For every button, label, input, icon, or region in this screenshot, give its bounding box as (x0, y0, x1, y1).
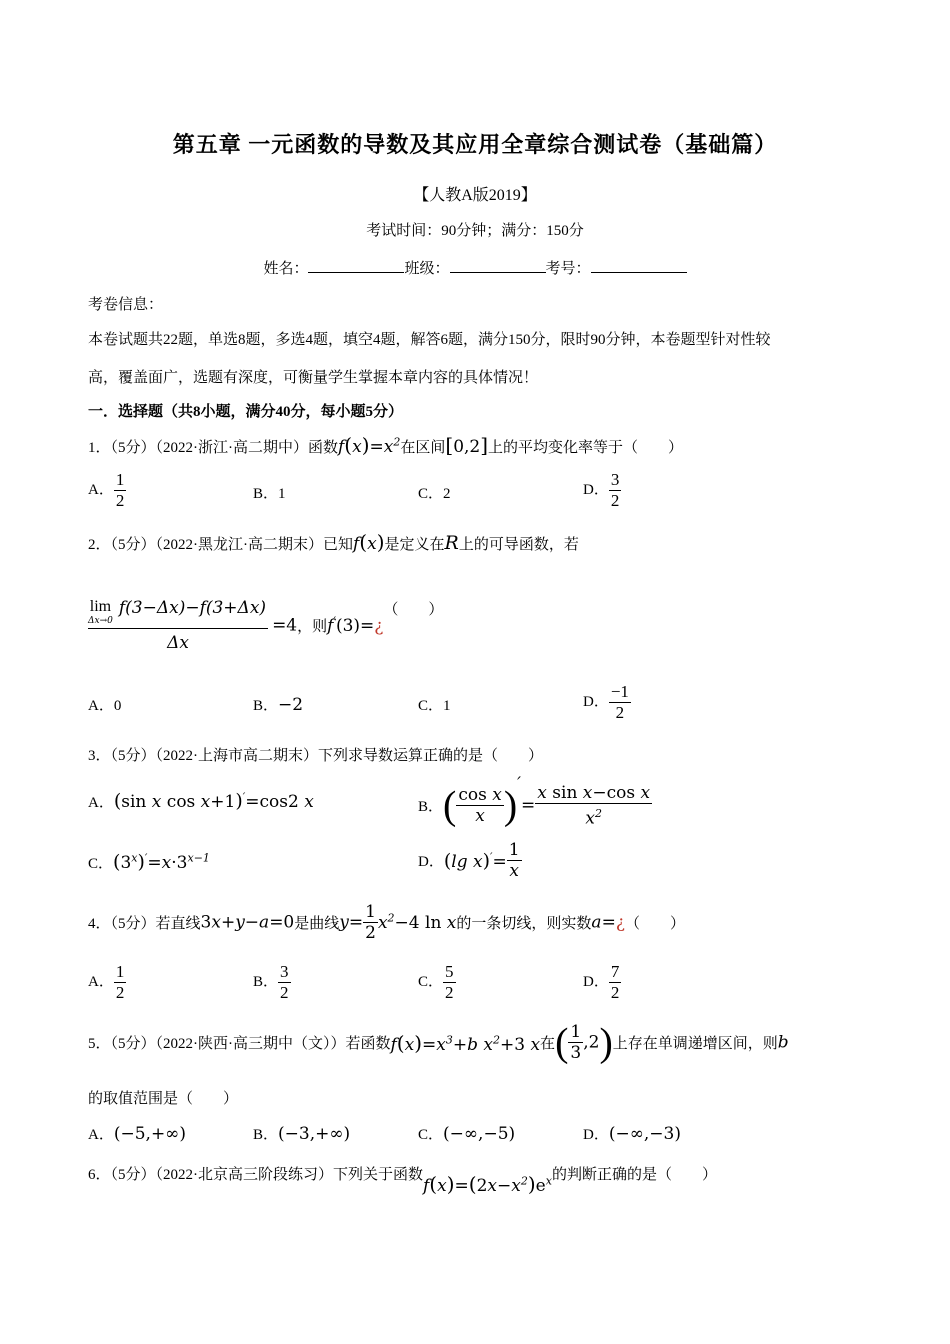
q1-option-d[interactable]: D． $\frac{3}{2}$ (583, 470, 620, 510)
q3-option-a[interactable]: A．(sin x cos x+1)′=cos2 x (88, 790, 314, 812)
q2-option-a[interactable]: A．0 (88, 698, 122, 714)
q1-option-b[interactable]: B．1 (253, 486, 286, 502)
q1-option-a[interactable]: A． $\frac{1}{2}$ (88, 470, 125, 510)
question-3: 3．（5分）（2022·上海市高二期末）下列求导数运算正确的是（ ） (88, 748, 543, 764)
info-line-2: 高，覆盖面广，选题有深度，可衡量学生掌握本章内容的具体情况！ (88, 370, 539, 386)
class-field[interactable] (450, 256, 546, 273)
question-1: 1．（5分）（2022·浙江·高二期中）函数$f(x)=x^2$在区间[0,2]上的平均变化率等于（ ） (88, 433, 684, 457)
question-6: 6．（5分）（2022·北京高三阶段练习）下列关于函数$f(x)=(2x-x^2)e^x$的判断正确的是（ ） (88, 1167, 717, 1196)
q2-option-c[interactable]: C．1 (418, 698, 451, 714)
q5-option-c[interactable]: C．(−∞,−5) (418, 1124, 516, 1144)
q3-option-d[interactable]: D．(lg x)′= $\frac{1}{x}$ (418, 840, 520, 881)
name-field[interactable] (308, 256, 404, 273)
q4-option-b[interactable]: B． $\frac{3}{2}$ (253, 962, 289, 1002)
exam-time: 考试时间：90分钟；满分：150分 (366, 223, 584, 239)
q4-option-d[interactable]: D． $\frac{7}{2}$ (583, 962, 620, 1002)
info-heading: 考卷信息： (88, 297, 164, 313)
q2-option-b[interactable]: B．−2 (253, 695, 304, 715)
section-header: 一．选择题（共8小题，满分40分，每小题5分） (88, 404, 404, 420)
edition-label: 【人教A版2019】 (413, 187, 537, 204)
question-5-line-2: 的取值范围是（ ） (88, 1091, 239, 1107)
class-label: 班级： (404, 261, 450, 277)
q1-option-c[interactable]: C．2 (418, 486, 451, 502)
q5-option-a[interactable]: A．(−5,+∞) (88, 1124, 186, 1144)
student-info-row (0, 256, 950, 278)
q5-option-d[interactable]: D．(−∞,−3) (583, 1124, 681, 1144)
question-4: 4．（5分）若直线3x+y−a=0是曲线y= $\frac{1}{2}$ $x^2-4$ ln x的一条切线，则实数a=¿（ ） (88, 902, 685, 943)
info-line-1: 本卷试题共22题，单选8题，多选4题，填空4题，解答6题，满分150分，限时90分钟，本卷题型针对性较 (88, 332, 771, 348)
name-label: 姓名： (263, 261, 309, 277)
question-5: 5．（5分）（2022·陕西·高三期中（文））若函数$f(x)=x^3+b$ $x^2+3$ x在( $\frac{1}{3}$ ,2)上存在单调递增区间，则b (88, 1019, 789, 1065)
q3-option-b[interactable]: B．( $\frac{\text{cos x}}{x}$ )′= $\frac{\text{x sin x−cos x}}{x^2}$ (418, 774, 651, 829)
q2-limit-expression: lim Δx→0 f(3−Δx)−f(3+Δx) Δx =4，则f′(3)=¿（ ） (88, 598, 444, 653)
page-title: 第五章 一元函数的导数及其应用全章综合测试卷（基础篇） (172, 132, 778, 157)
q4-option-a[interactable]: A． $\frac{1}{2}$ (88, 962, 125, 1002)
q2-option-d[interactable]: D． $\frac{-1}{2}$ (583, 682, 629, 722)
id-field[interactable] (591, 256, 687, 273)
question-2: 2．（5分）（2022·黑龙江·高二期末）已知f(x)是定义在R上的可导函数，若 (88, 530, 579, 554)
q3-option-c[interactable]: C．$(3^x)'=x\cdot 3^{x-1}$ (88, 851, 210, 873)
q5-option-b[interactable]: B．(−3,+∞) (253, 1124, 351, 1144)
q4-option-c[interactable]: C． $\frac{5}{2}$ (418, 962, 454, 1002)
id-label: 考号： (545, 261, 591, 277)
q1-function: f (338, 437, 345, 457)
